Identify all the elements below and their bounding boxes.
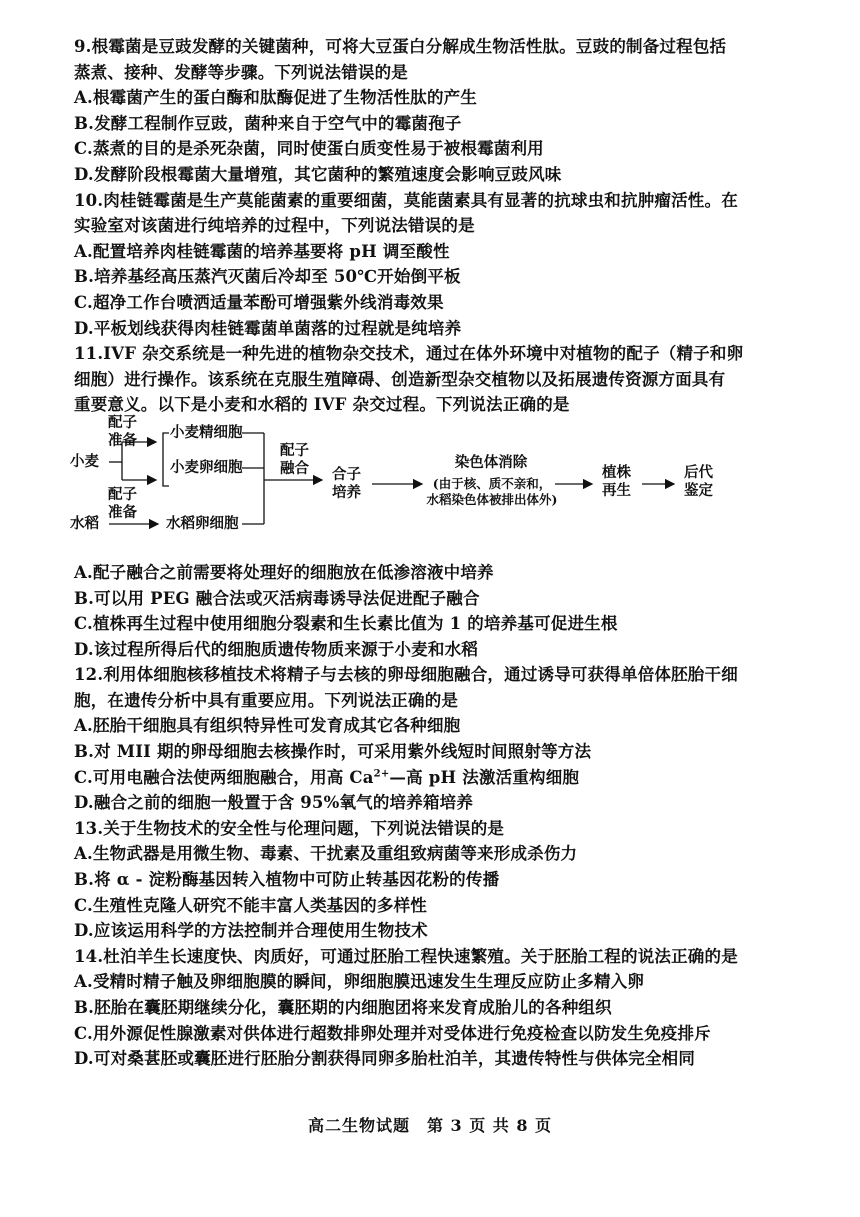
rice-egg-label: 水稻卵细胞 [166,514,239,532]
fusion-label: 配子 融合 [280,441,309,477]
question-stem: 14.杜泊羊生长速度快、肉质好，可通过胚胎工程快速繁殖。关于胚胎工程的说法正确的是 [74,946,738,966]
prep-label-top: 配子 准备 [108,413,137,449]
option-c: C.超净工作台喷洒适量苯酚可增强紫外线消毒效果 [74,292,444,312]
rice-label: 水稻 [70,514,99,532]
option-a: A.配子融合之前需要将处理好的细胞放在低渗溶液中培养 [74,562,494,582]
page-footer: 高二生物试题 第 3 页 共 8 页 [307,1116,553,1135]
question-10 [74,188,794,342]
question-stem: 11.IVF 杂交系统是一种先进的植物杂交技术，通过在体外环境中对植物的配子（精子和卵 [74,344,744,364]
question-stem: 细胞）进行操作。该系统在克服生殖障碍、创造新型杂交植物以及拓展遗传资源方面具有 [74,369,726,389]
option-a: A.胚胎干细胞具有组织特异性可发育成其它各种细胞 [74,716,461,736]
question-14 [74,944,794,1072]
option-b: B.胚胎在囊胚期继续分化，囊胚期的内细胞团将来发育成胎儿的各种组织 [74,998,612,1017]
option-c: C.用外源促性腺激素对供体进行超数排卵处理并对受体进行免疫检查以防发生免疫排斥 [74,1023,711,1043]
option-b: B.培养基经高压蒸汽灭菌后冷却至 50℃开始倒平板 [74,267,461,287]
elimination-title: 染色体消除 [454,453,528,471]
option-d: D.可对桑葚胚或囊胚进行胚胎分割获得同卵多胎杜泊羊，其遗传特性与供体完全相同 [74,1049,696,1069]
option-b: B.将 α - 淀粉酶基因转入植物中可防止转基因花粉的传播 [74,870,500,890]
wheat-sperm-label: 小麦精细胞 [170,423,243,441]
option-a: A.配置培养肉桂链霉菌的培养基要将 pH 调至酸性 [74,241,450,261]
question-stem: 胞，在遗传分析中具有重要应用。下列说法正确的是 [74,690,459,710]
option-d: D.融合之前的细胞一般置于含 95%氧气的培养箱培养 [74,793,474,813]
option-c: C.可用电融合法使两细胞融合，用高 $Ca^{2+}—$高 pH 法激活重构细胞 [74,767,580,787]
option-d: D.发酵阶段根霉菌大量增殖，其它菌种的繁殖速度会影响豆豉风味 [74,164,562,184]
zygote-culture-label: 合子 培养 [332,465,361,501]
question-stem: 13.关于生物技术的安全性与伦理问题，下列说法错误的是 [74,818,505,838]
question-9 [74,34,794,188]
question-stem: 9.根霉菌是豆豉发酵的关键菌种，可将大豆蛋白分解成生物活性肽。豆豉的制备过程包括 [74,37,727,56]
question-stem: 蒸煮、接种、发酵等步骤。下列说法错误的是 [74,62,408,82]
regeneration-label: 植株 再生 [602,463,631,499]
question-13 [74,816,794,944]
option-c: C.蒸煮的目的是杀死杂菌，同时使蛋白质变性易于被根霉菌利用 [74,139,544,159]
question-12 [74,662,794,816]
option-d: D.应该运用科学的方法控制并合理使用生物技术 [74,921,428,941]
option-c: C.植株再生过程中使用细胞分裂素和生长素比值为 1 的培养基可促进生根 [74,614,618,634]
option-c: C.生殖性克隆人研究不能丰富人类基因的多样性 [74,895,427,915]
prep-label-bottom: 配子 准备 [108,485,137,521]
option-a: A.受精时精子触及卵细胞膜的瞬间，卵细胞膜迅速发生生理反应防止多精入卵 [74,972,645,992]
question-stem: 重要意义。以下是小麦和水稻的 IVF 杂交过程。下列说法正确的是 [74,395,570,415]
option-b: B.对 MII 期的卵母细胞去核操作时，可采用紫外线短时间照射等方法 [74,742,592,762]
ivf-process-diagram [70,413,794,554]
elimination-note: (由于核、质不亲和， 水稻染色体被排出体外) [426,475,558,507]
question-stem: 10.肉桂链霉菌是生产莫能菌素的重要细菌，莫能菌素具有显著的抗球虫和抗肿瘤活性。在 [74,190,738,210]
option-d: D.平板划线获得肉桂链霉菌单菌落的过程就是纯培养 [74,318,462,338]
wheat-cells-bracket [163,433,169,486]
option-a: A.根霉菌产生的蛋白酶和肽酶促进了生物活性肽的产生 [74,88,478,108]
identification-label: 后代 鉴定 [684,463,713,499]
question-11 [70,341,794,662]
wheat-egg-label: 小麦卵细胞 [170,458,243,476]
option-b: B.发酵工程制作豆豉，菌种来自于空气中的霉菌孢子 [74,113,462,133]
exam-page [70,34,794,1072]
option-a: A.生物武器是用微生物、毒素、干扰素及重组致病菌等来形成杀伤力 [74,844,578,864]
option-b: B.可以用 PEG 融合法或灭活病毒诱导法促进配子融合 [74,588,480,608]
question-stem: 12.利用体细胞核移植技术将精子与去核的卵母细胞融合，通过诱导可获得单倍体胚胎干细 [74,665,738,685]
wheat-label: 小麦 [70,452,99,470]
question-stem: 实验室对该菌进行纯培养的过程中，下列说法错误的是 [74,216,475,236]
option-d: D.该过程所得后代的细胞质遗传物质来源于小麦和水稻 [74,639,478,659]
